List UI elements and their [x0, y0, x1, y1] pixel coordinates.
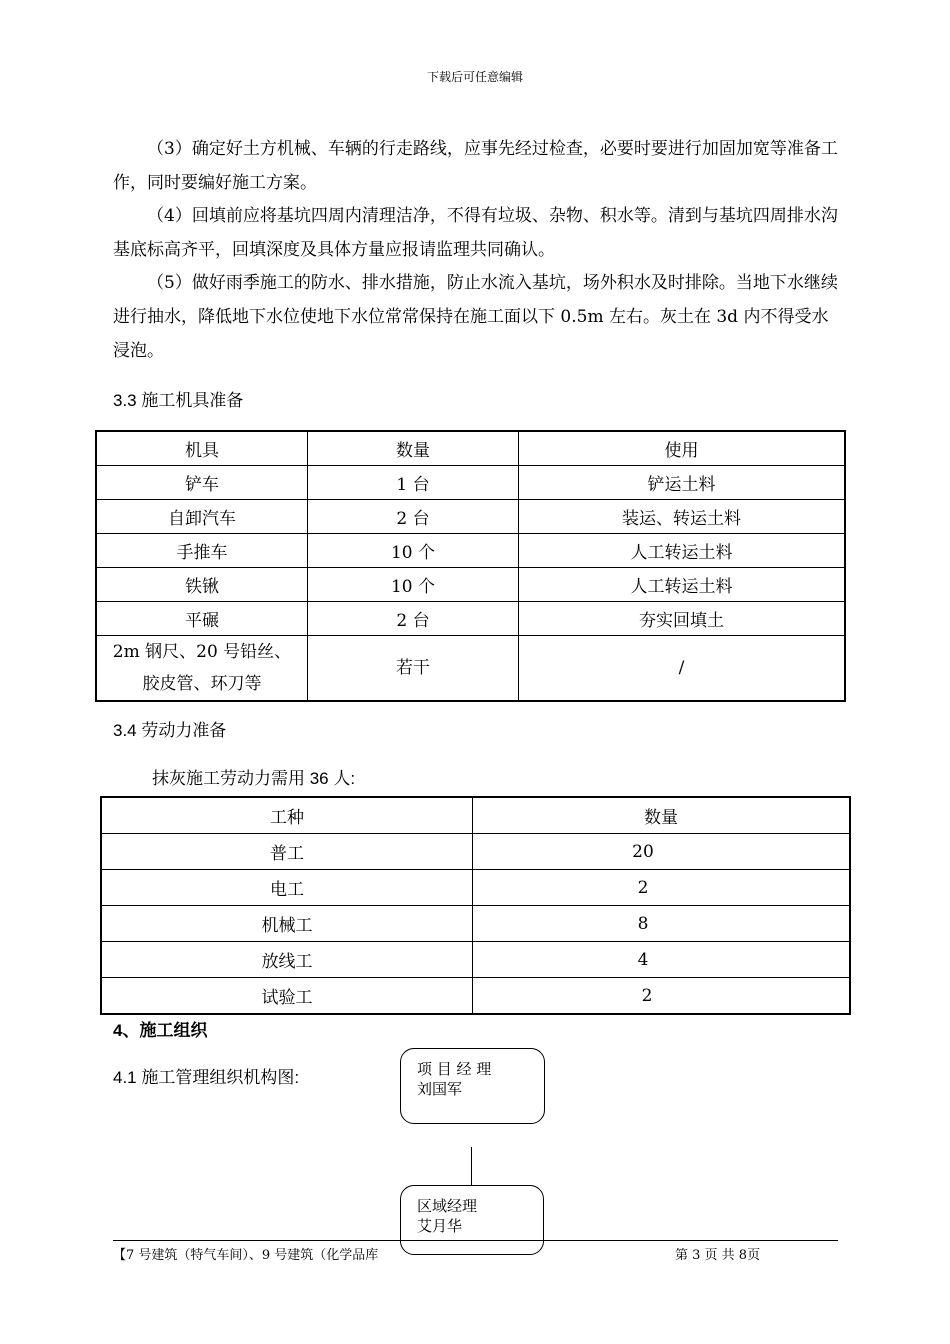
table-cell: 普工	[101, 834, 473, 870]
org-box-name: 刘国军	[417, 1080, 463, 1098]
paragraph-5: （5）做好雨季施工的防水、排水措施，防止水流入基坑，场外积水及时排除。当地下水继续进行抽水，降低地下水位使地下水位常常保持在施工面以下 0.5m 左右。灰土在 3d 内不得受水浸泡。	[113, 273, 838, 361]
table-row	[101, 906, 850, 942]
table-cell: 手推车	[96, 534, 308, 568]
table-cell: 10 个	[308, 568, 519, 602]
header-note: 下载后可任意编辑	[426, 70, 523, 84]
table-cell: 2	[473, 978, 851, 1015]
footer-title: 【7 号建筑（特气车间）、9 号建筑（化学品库	[113, 1248, 379, 1263]
table-cell: 铁锹	[96, 568, 308, 602]
table-cell: 2m 钢尺、20 号铅丝、胶皮管、环刀等	[96, 636, 308, 702]
org-box-project-manager	[400, 1048, 545, 1124]
footer-divider	[113, 1240, 838, 1241]
table-row	[101, 942, 850, 978]
table-cell: 人工转运土料	[519, 568, 846, 602]
org-box-area-manager	[400, 1185, 544, 1255]
org-box-title: 项 目 经 理	[417, 1060, 492, 1078]
table-cell: 铲车	[96, 466, 308, 500]
table-cell: 1 台	[308, 466, 519, 500]
header-cell: 数量	[308, 431, 519, 466]
labor-intro: 抹灰施工劳动力需用 36 人:	[152, 769, 356, 788]
header-cell: 机具	[96, 431, 308, 466]
org-box-title: 区域经理	[417, 1197, 478, 1215]
table-cell: 10 个	[308, 534, 519, 568]
header-cell: 使用	[519, 431, 846, 466]
table-cell: 人工转运土料	[519, 534, 846, 568]
section-3-4-heading: 3.4 劳动力准备	[113, 721, 227, 740]
table-cell: 2 台	[308, 602, 519, 636]
table-cell: 2	[473, 870, 851, 906]
table-cell: 机械工	[101, 906, 473, 942]
paragraph-3: （3）确定好土方机械、车辆的行走路线，应事先经过检查，必要时要进行加固加宽等准备工作，同时要编好施工方案。	[113, 139, 838, 193]
table-cell: 铲运土料	[519, 466, 846, 500]
header-cell: 数量	[473, 797, 851, 834]
footer-page-number: 第 3 页 共 8页	[675, 1248, 761, 1263]
equipment-table	[95, 430, 846, 702]
section-3-3-heading: 3.3 施工机具准备	[113, 391, 244, 410]
org-box-name: 艾月华	[417, 1217, 463, 1235]
section-4-heading: 4、施工组织	[113, 1021, 208, 1040]
table-row	[101, 978, 850, 1015]
table-header-row	[96, 431, 845, 466]
table-row	[96, 466, 845, 500]
org-connector-line	[471, 1147, 472, 1185]
table-row	[96, 534, 845, 568]
table-header-row	[101, 797, 850, 834]
table-row	[101, 870, 850, 906]
table-cell: 20	[473, 834, 851, 870]
table-row	[96, 602, 845, 636]
table-cell: 2 台	[308, 500, 519, 534]
table-cell: 若干	[308, 636, 519, 702]
table-row	[96, 636, 845, 702]
section-4-1-heading: 4.1 施工管理组织机构图:	[113, 1068, 300, 1087]
table-cell: 放线工	[101, 942, 473, 978]
table-cell: 8	[473, 906, 851, 942]
table-cell: 装运、转运土料	[519, 500, 846, 534]
table-cell: 试验工	[101, 978, 473, 1015]
header-cell: 工种	[101, 797, 473, 834]
table-row	[96, 568, 845, 602]
labor-table	[100, 796, 851, 1015]
table-row	[101, 834, 850, 870]
paragraph-4: （4）回填前应将基坑四周内清理洁净，不得有垃圾、杂物、积水等。清到与基坑四周排水沟基底标高齐平，回填深度及具体方量应报请监理共同确认。	[113, 206, 838, 260]
table-cell: 平碾	[96, 602, 308, 636]
table-cell: 自卸汽车	[96, 500, 308, 534]
table-row	[96, 500, 845, 534]
table-cell: 4	[473, 942, 851, 978]
table-cell: 夯实回填土	[519, 602, 846, 636]
table-cell: 电工	[101, 870, 473, 906]
table-cell: /	[519, 636, 846, 702]
